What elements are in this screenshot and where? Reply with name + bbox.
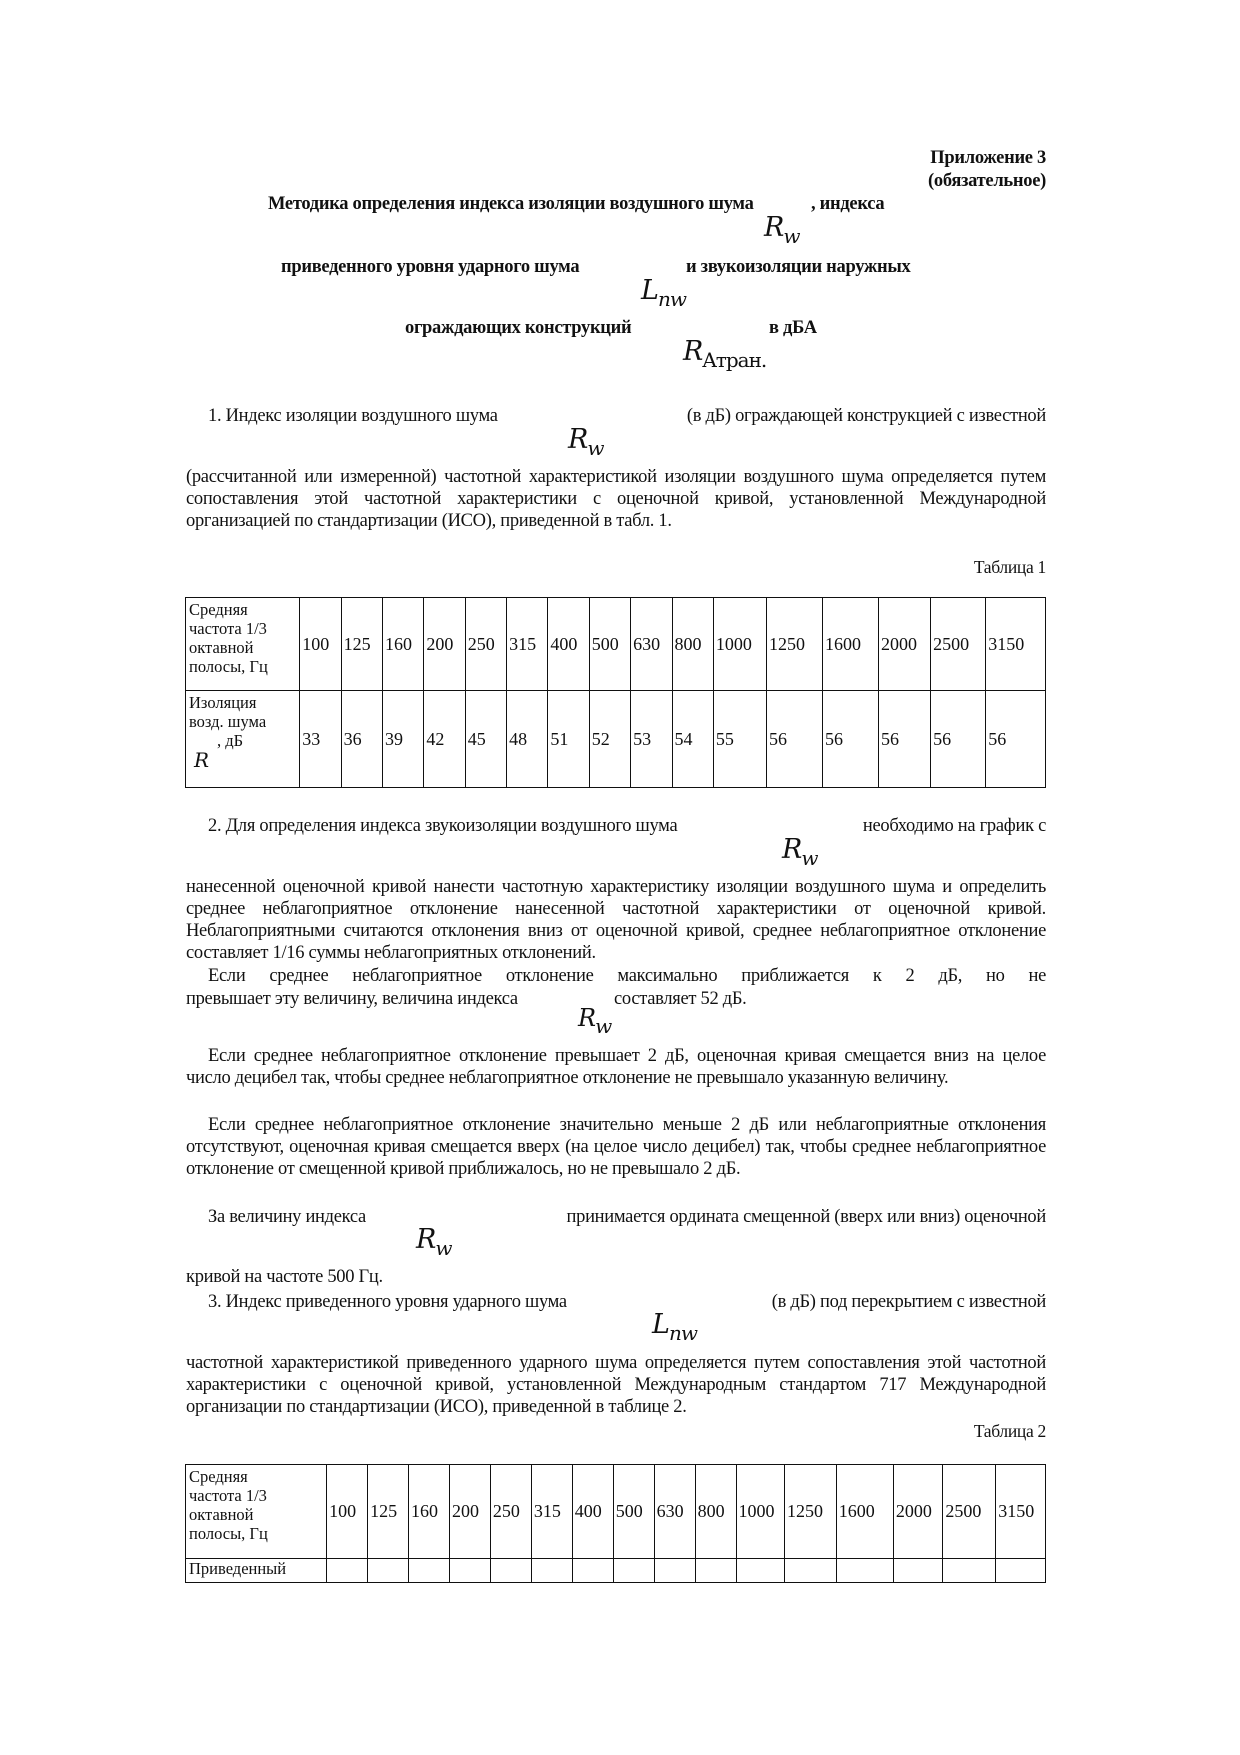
- symbol-base: R: [416, 1224, 436, 1255]
- table2-value-cell: [654, 1559, 695, 1583]
- symbol-base: R: [683, 336, 703, 367]
- table-1-frequency-row: [186, 598, 1046, 691]
- section2-paragraph4: Если среднее неблагоприятное отклонение значительно меньше 2 дБ или неблагоприятные отклонения отсутствуют, оценочная кривая смещается вверх (на целое число децибел) так, чтобы среднее неблагоприятное отклонение от смещенной кривой приближалось, но не превышало 2 дБ.: [186, 1115, 1046, 1179]
- table1-caption: Таблица 1: [973, 557, 1046, 577]
- table-1: [185, 597, 1046, 788]
- header-line: , дБ: [217, 731, 244, 750]
- title-line-2-tail: и звукоизоляции наружных: [686, 257, 911, 277]
- table1-value-cell: 56: [986, 691, 1046, 788]
- header-line: октавной: [189, 638, 254, 657]
- section2-paragraph2-line2-start: превышает эту величину, величина индекса: [186, 989, 518, 1009]
- symbol-rw: [568, 424, 603, 460]
- symbol-lnw: [641, 275, 686, 311]
- header-line: полосы, Гц: [189, 1524, 268, 1543]
- section2-line1-start: 2. Для определения индекса звукоизоляции воздушного шума: [208, 816, 678, 836]
- table1-value-cell: 51: [548, 691, 589, 788]
- section2-paragraph3: Если среднее неблагоприятное отклонение превышает 2 дБ, оценочная кривая смещается вниз на целое число децибел так, чтобы среднее неблагоприятное отклонение не превышало указанную величину.: [186, 1046, 1046, 1088]
- table2-frequency-cell: 315: [531, 1465, 572, 1559]
- table2-frequency-cell: 200: [449, 1465, 490, 1559]
- symbol-sub: w: [801, 846, 818, 870]
- table-1-row-header-insulation: [186, 691, 300, 788]
- table1-frequency-cell: 630: [631, 598, 672, 691]
- table-2: [185, 1464, 1046, 1583]
- table1-value-cell: 52: [589, 691, 630, 788]
- table1-frequency-cell: 1250: [767, 598, 823, 691]
- table2-value-cell: [409, 1559, 450, 1583]
- table-2-value-row: [186, 1559, 1046, 1583]
- title-line-2: приведенного уровня ударного шума: [281, 257, 580, 277]
- symbol-base: R: [782, 834, 802, 865]
- table2-frequency-cell: 800: [695, 1465, 736, 1559]
- table1-frequency-cell: 2500: [931, 598, 986, 691]
- table2-value-cell: [943, 1559, 996, 1583]
- header-line: частота 1/3: [189, 619, 267, 638]
- symbol-rw: [764, 212, 799, 248]
- symbol-sub: w: [783, 224, 800, 248]
- section3-line1-end: (в дБ) под перекрытием с известной: [771, 1292, 1046, 1312]
- table1-value-cell: 56: [931, 691, 986, 788]
- table2-frequency-cell: 500: [613, 1465, 654, 1559]
- table2-value-cell: [572, 1559, 613, 1583]
- section2-paragraph5-end: принимается ордината смещенной (вверх или вниз) оценочной: [566, 1207, 1046, 1227]
- table2-caption: Таблица 2: [973, 1421, 1046, 1441]
- table1-frequency-cell: 2000: [878, 598, 930, 691]
- title-line-1-tail: , индекса: [811, 194, 885, 214]
- table2-frequency-cell: 2500: [943, 1465, 996, 1559]
- table2-value-cell: [327, 1559, 368, 1583]
- table1-frequency-cell: 500: [589, 598, 630, 691]
- header-line: Средняя: [189, 600, 248, 619]
- section3-body: частотной характеристикой приведенного ударного шума определяется путем сопоставления этой частотной характеристики с оценочной кривой, установленной Международным стандартом 717 Международной организации по стандартизации (ИСО), приведенной в таблице 2.: [186, 1353, 1046, 1417]
- table2-value-cell: [613, 1559, 654, 1583]
- section2-paragraph2-line2-end: составляет 52 дБ.: [614, 989, 747, 1009]
- table1-value-cell: 45: [465, 691, 506, 788]
- section3-line1-start: 3. Индекс приведенного уровня ударного шума: [208, 1292, 567, 1312]
- table1-value-cell: 48: [507, 691, 548, 788]
- table-2-frequency-row: [186, 1465, 1046, 1559]
- table2-frequency-cell: 400: [572, 1465, 613, 1559]
- table1-value-cell: 39: [382, 691, 423, 788]
- table2-frequency-cell: 125: [368, 1465, 409, 1559]
- table1-frequency-cell: 3150: [986, 598, 1046, 691]
- table1-frequency-cell: 1600: [822, 598, 878, 691]
- table1-frequency-cell: 800: [672, 598, 713, 691]
- table2-frequency-cell: 2000: [893, 1465, 943, 1559]
- table1-frequency-cell: 1000: [713, 598, 766, 691]
- table2-value-cell: [736, 1559, 784, 1583]
- table-1-value-row: [186, 691, 1046, 788]
- table1-value-cell: 56: [878, 691, 930, 788]
- table2-value-cell: [449, 1559, 490, 1583]
- table2-frequency-cell: 1000: [736, 1465, 784, 1559]
- table2-frequency-cell: 1600: [836, 1465, 893, 1559]
- symbol-sub: w: [435, 1236, 452, 1260]
- table2-value-cell: [490, 1559, 531, 1583]
- table1-frequency-cell: 125: [341, 598, 382, 691]
- symbol-rw: [416, 1224, 451, 1260]
- appendix-label: Приложение 3: [930, 148, 1046, 168]
- table2-value-cell: [531, 1559, 572, 1583]
- table-2-row-header-impact: Приведенный: [186, 1559, 327, 1583]
- table1-value-cell: 56: [822, 691, 878, 788]
- title-line-1: Методика определения индекса изоляции воздушного шума: [268, 194, 754, 214]
- table2-value-cell: [996, 1559, 1046, 1583]
- section1-line1-start: 1. Индекс изоляции воздушного шума: [208, 406, 498, 426]
- title-line-3-tail: в дБА: [769, 318, 817, 338]
- table1-value-cell: 56: [767, 691, 823, 788]
- table1-frequency-cell: 315: [507, 598, 548, 691]
- symbol-sub: nw: [657, 287, 686, 311]
- table2-value-cell: [695, 1559, 736, 1583]
- table2-frequency-cell: 1250: [785, 1465, 837, 1559]
- symbol-base: R: [764, 212, 784, 243]
- header-line: возд. шума: [189, 712, 267, 731]
- symbol-sub: w: [587, 436, 604, 460]
- table1-value-cell: 53: [631, 691, 672, 788]
- table2-frequency-cell: 3150: [996, 1465, 1046, 1559]
- symbol-base: L: [641, 275, 658, 306]
- symbol-base: R: [578, 1004, 596, 1032]
- table2-frequency-cell: 100: [327, 1465, 368, 1559]
- symbol-sub: nw: [668, 1321, 697, 1345]
- table1-value-cell: 42: [424, 691, 465, 788]
- section1-body: (рассчитанной или измеренной) частотной характеристикой изоляции воздушного шума определяется путем сопоставления этой частотной характеристики с оценочной кривой, установленной Международной организацией по стандартизации (ИСО), приведенной в табл. 1.: [186, 467, 1046, 531]
- table1-frequency-cell: 160: [382, 598, 423, 691]
- table2-value-cell: [785, 1559, 837, 1583]
- table-2-row-header-frequency: [186, 1465, 327, 1559]
- table2-value-cell: [836, 1559, 893, 1583]
- table2-frequency-cell: 250: [490, 1465, 531, 1559]
- table1-frequency-cell: 100: [300, 598, 341, 691]
- header-line: октавной: [189, 1505, 254, 1524]
- section2-line1-end: необходимо на график с: [862, 816, 1046, 836]
- header-line: Изоляция: [189, 693, 257, 712]
- section2-paragraph5-line2: кривой на частоте 500 Гц.: [186, 1267, 383, 1287]
- header-line: частота 1/3: [189, 1486, 267, 1505]
- table1-value-cell: 54: [672, 691, 713, 788]
- symbol-base: R: [568, 424, 588, 455]
- symbol-base: L: [652, 1309, 669, 1340]
- symbol-sub: Aтран.: [702, 348, 767, 372]
- table2-frequency-cell: 160: [409, 1465, 450, 1559]
- table1-value-cell: 36: [341, 691, 382, 788]
- table2-value-cell: [368, 1559, 409, 1583]
- section1-line1-end: (в дБ) ограждающей конструкцией с известной: [686, 406, 1046, 426]
- section2-paragraph1: нанесенной оценочной кривой нанести частотную характеристику изоляции воздушного шума и определить среднее неблагоприятное отклонение нанесенной частотной характеристики от оценочной кривой. Неблагоприятными считаются отклонения вниз от оценочной кривой, среднее неблагоприятное отклонение составляет 1/16 суммы неблагоприятных отклонений.: [186, 877, 1046, 963]
- table1-frequency-cell: 400: [548, 598, 589, 691]
- symbol-r: R: [194, 748, 210, 772]
- table2-frequency-cell: 630: [654, 1465, 695, 1559]
- table1-frequency-cell: 200: [424, 598, 465, 691]
- symbol-rw: [782, 834, 817, 870]
- symbol-rw: [578, 1004, 611, 1038]
- table1-value-cell: 33: [300, 691, 341, 788]
- symbol-sub: w: [595, 1014, 612, 1038]
- symbol-lnw: [652, 1309, 697, 1345]
- title-line-3: ограждающих конструкций: [405, 318, 632, 338]
- appendix-status: (обязательное): [928, 171, 1046, 191]
- table1-frequency-cell: 250: [465, 598, 506, 691]
- header-line: Средняя: [189, 1467, 248, 1486]
- section2-paragraph5-start: За величину индекса: [208, 1207, 366, 1227]
- symbol-ra-tran: [683, 336, 766, 372]
- header-line: полосы, Гц: [189, 657, 268, 676]
- section2-paragraph2-line1: Если среднее неблагоприятное отклонение максимально приближается к 2 дБ, но не: [208, 966, 1046, 986]
- table2-value-cell: [893, 1559, 943, 1583]
- table-1-row-header-frequency: [186, 598, 300, 691]
- table1-value-cell: 55: [713, 691, 766, 788]
